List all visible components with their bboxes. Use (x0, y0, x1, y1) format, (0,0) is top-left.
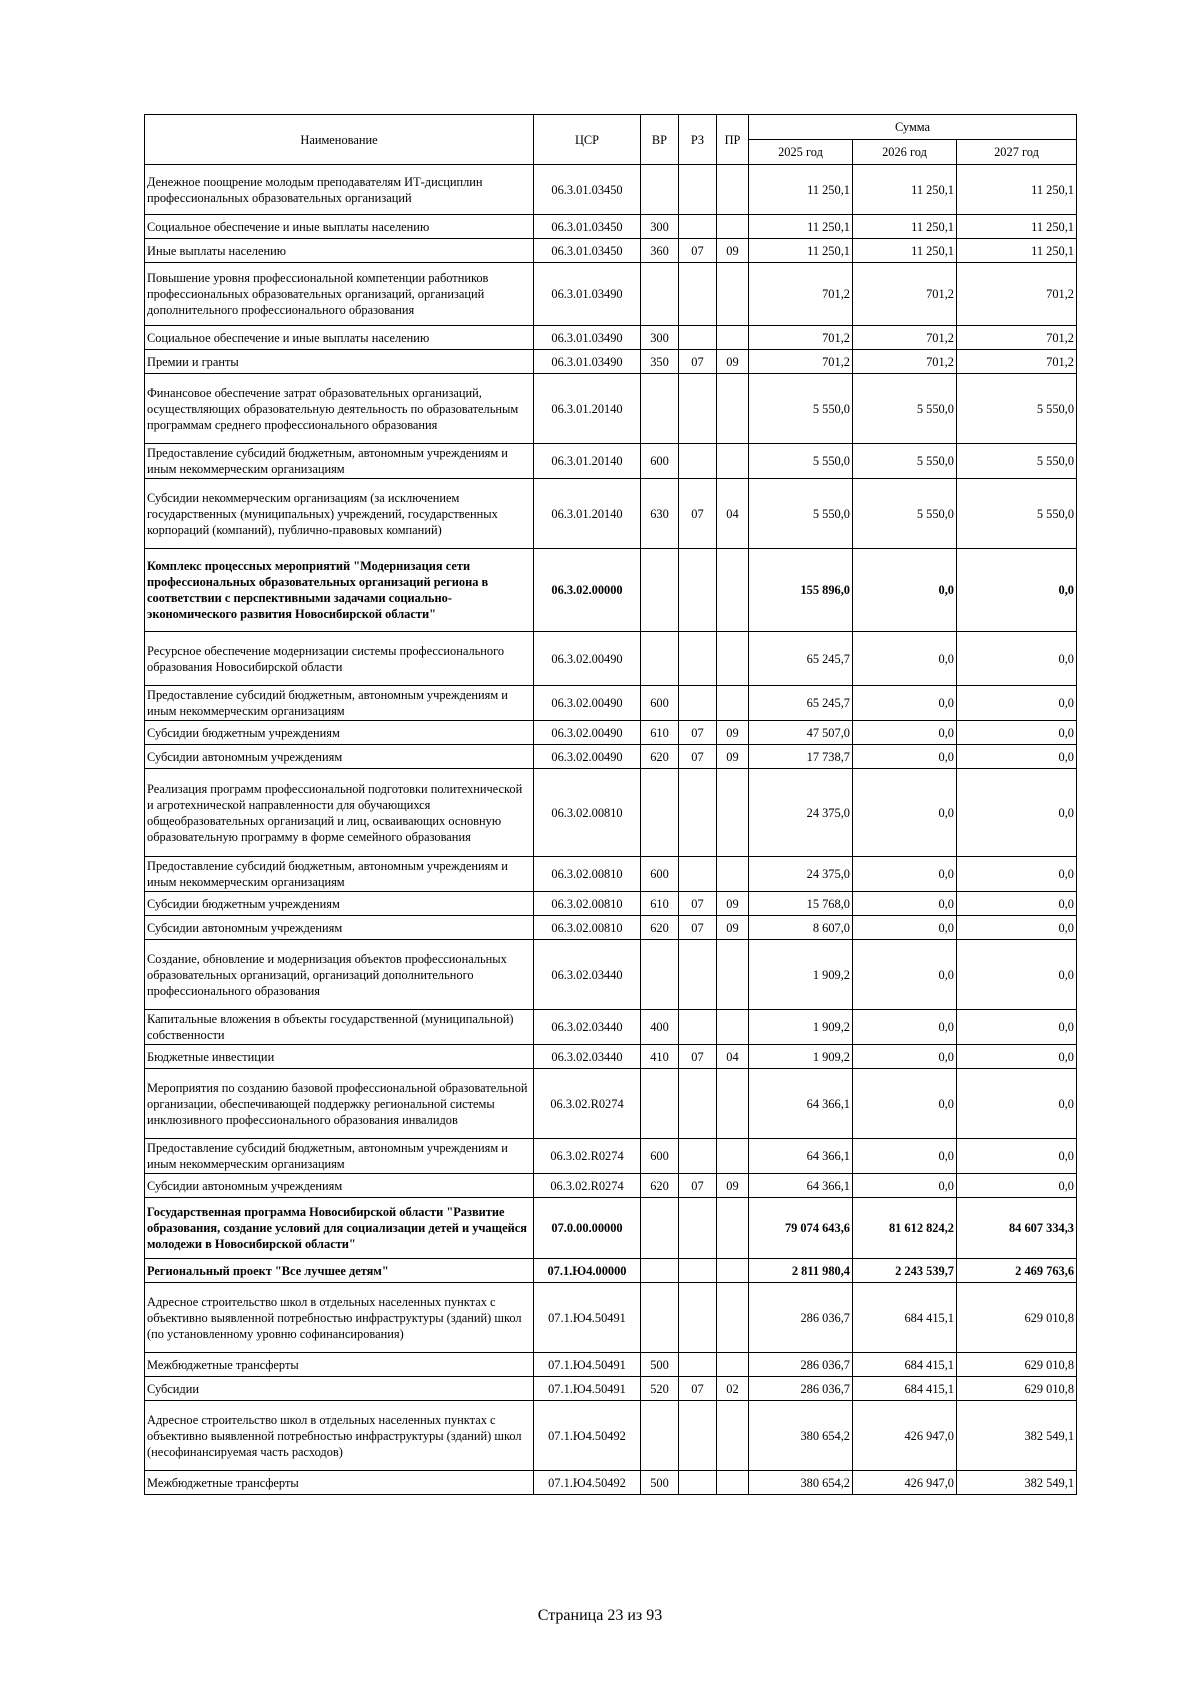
row-csr: 06.3.02.00000 (534, 549, 641, 632)
row-name: Субсидии бюджетным учреждениям (145, 721, 534, 745)
row-csr: 07.1.Ю4.00000 (534, 1259, 641, 1283)
row-pr (717, 1010, 749, 1045)
row-csr: 06.3.02.00490 (534, 745, 641, 769)
row-sum-2026: 5 550,0 (853, 374, 957, 444)
row-sum-2026: 701,2 (853, 326, 957, 350)
row-sum-2026: 0,0 (853, 1139, 957, 1174)
row-csr: 07.0.00.00000 (534, 1198, 641, 1259)
table-row (145, 1198, 1077, 1259)
row-csr: 07.1.Ю4.50492 (534, 1471, 641, 1495)
row-sum-2027: 11 250,1 (957, 215, 1077, 239)
row-sum-2025: 286 036,7 (749, 1283, 853, 1353)
row-sum-2026: 426 947,0 (853, 1401, 957, 1471)
row-pr: 04 (717, 479, 749, 549)
row-name: Реализация программ профессиональной подготовки политехнической и агротехнической направленности для обучающихся общеобразовательных организаций и лиц, осваивающих основную образовательную программу в форме семейного образования (145, 769, 534, 857)
row-sum-2026: 0,0 (853, 1069, 957, 1139)
row-rz (679, 215, 717, 239)
row-pr (717, 374, 749, 444)
row-sum-2026: 0,0 (853, 632, 957, 686)
row-sum-2027: 0,0 (957, 721, 1077, 745)
row-name: Социальное обеспечение и иные выплаты населению (145, 326, 534, 350)
row-sum-2026: 2 243 539,7 (853, 1259, 957, 1283)
table-row (145, 1174, 1077, 1198)
row-csr: 06.3.01.20140 (534, 374, 641, 444)
row-sum-2025: 5 550,0 (749, 479, 853, 549)
row-sum-2025: 286 036,7 (749, 1377, 853, 1401)
table-row (145, 549, 1077, 632)
row-csr: 06.3.01.03450 (534, 165, 641, 215)
table-row (145, 1010, 1077, 1045)
row-sum-2025: 155 896,0 (749, 549, 853, 632)
row-rz: 07 (679, 1377, 717, 1401)
row-vr: 620 (641, 916, 679, 940)
row-vr: 500 (641, 1353, 679, 1377)
row-rz (679, 769, 717, 857)
row-name: Иные выплаты населению (145, 239, 534, 263)
row-vr: 410 (641, 1045, 679, 1069)
row-rz: 07 (679, 745, 717, 769)
row-pr: 09 (717, 721, 749, 745)
table-row (145, 916, 1077, 940)
row-name: Создание, обновление и модернизация объектов профессиональных образовательных организаций, организаций дополнительного профессионального образования (145, 940, 534, 1010)
row-pr: 09 (717, 745, 749, 769)
table-row (145, 1353, 1077, 1377)
table-row (145, 1401, 1077, 1471)
row-vr (641, 1069, 679, 1139)
row-sum-2025: 64 366,1 (749, 1139, 853, 1174)
row-sum-2025: 1 909,2 (749, 1045, 853, 1069)
row-pr (717, 215, 749, 239)
row-sum-2025: 64 366,1 (749, 1174, 853, 1198)
row-pr: 09 (717, 350, 749, 374)
row-rz (679, 857, 717, 892)
row-pr: 02 (717, 1377, 749, 1401)
table-row (145, 1283, 1077, 1353)
row-sum-2026: 11 250,1 (853, 215, 957, 239)
header-pr: ПР (717, 115, 749, 165)
row-name: Социальное обеспечение и иные выплаты населению (145, 215, 534, 239)
table-row (145, 745, 1077, 769)
row-sum-2026: 0,0 (853, 1174, 957, 1198)
row-csr: 06.3.02.00810 (534, 769, 641, 857)
row-sum-2025: 11 250,1 (749, 165, 853, 215)
row-rz: 07 (679, 479, 717, 549)
row-rz (679, 444, 717, 479)
row-sum-2027: 0,0 (957, 745, 1077, 769)
row-sum-2027: 0,0 (957, 940, 1077, 1010)
table-row (145, 632, 1077, 686)
row-name: Субсидии автономным учреждениям (145, 916, 534, 940)
row-sum-2025: 2 811 980,4 (749, 1259, 853, 1283)
row-rz (679, 165, 717, 215)
row-pr (717, 549, 749, 632)
table-row (145, 721, 1077, 745)
row-sum-2027: 84 607 334,3 (957, 1198, 1077, 1259)
header-sum: Сумма (749, 115, 1077, 140)
row-pr (717, 444, 749, 479)
row-sum-2027: 382 549,1 (957, 1401, 1077, 1471)
table-row (145, 1471, 1077, 1495)
row-vr (641, 769, 679, 857)
table-row (145, 1139, 1077, 1174)
row-rz (679, 1471, 717, 1495)
row-csr: 06.3.01.03450 (534, 239, 641, 263)
row-rz (679, 940, 717, 1010)
row-sum-2026: 684 415,1 (853, 1283, 957, 1353)
row-pr (717, 857, 749, 892)
row-pr: 09 (717, 892, 749, 916)
row-pr: 09 (717, 1174, 749, 1198)
row-vr: 600 (641, 686, 679, 721)
row-sum-2027: 629 010,8 (957, 1353, 1077, 1377)
row-sum-2027: 0,0 (957, 892, 1077, 916)
row-csr: 06.3.01.03490 (534, 350, 641, 374)
row-vr: 400 (641, 1010, 679, 1045)
row-name: Предоставление субсидий бюджетным, автономным учреждениям и иным некоммерческим организациям (145, 686, 534, 721)
row-rz (679, 1401, 717, 1471)
row-name: Бюджетные инвестиции (145, 1045, 534, 1069)
row-pr: 09 (717, 239, 749, 263)
row-sum-2027: 0,0 (957, 1139, 1077, 1174)
row-sum-2026: 684 415,1 (853, 1353, 957, 1377)
row-pr (717, 1353, 749, 1377)
row-vr: 600 (641, 1139, 679, 1174)
row-rz (679, 263, 717, 326)
table-row (145, 444, 1077, 479)
row-vr: 520 (641, 1377, 679, 1401)
row-sum-2026: 0,0 (853, 892, 957, 916)
row-rz (679, 1139, 717, 1174)
row-pr (717, 326, 749, 350)
row-pr (717, 1259, 749, 1283)
row-name: Предоставление субсидий бюджетным, автономным учреждениям и иным некоммерческим организациям (145, 1139, 534, 1174)
row-pr (717, 940, 749, 1010)
row-rz: 07 (679, 1174, 717, 1198)
row-sum-2027: 0,0 (957, 857, 1077, 892)
row-vr: 360 (641, 239, 679, 263)
row-pr (717, 1401, 749, 1471)
row-sum-2025: 701,2 (749, 326, 853, 350)
row-rz (679, 1353, 717, 1377)
row-sum-2025: 17 738,7 (749, 745, 853, 769)
row-sum-2027: 0,0 (957, 632, 1077, 686)
row-csr: 06.3.01.03490 (534, 326, 641, 350)
row-sum-2027: 0,0 (957, 916, 1077, 940)
row-rz (679, 374, 717, 444)
row-vr (641, 263, 679, 326)
row-sum-2026: 0,0 (853, 745, 957, 769)
table-row (145, 857, 1077, 892)
row-csr: 06.3.02.00490 (534, 686, 641, 721)
table-row (145, 940, 1077, 1010)
row-rz (679, 1198, 717, 1259)
row-sum-2027: 0,0 (957, 686, 1077, 721)
table-row (145, 1377, 1077, 1401)
table-row (145, 1069, 1077, 1139)
row-name: Предоставление субсидий бюджетным, автономным учреждениям и иным некоммерческим организациям (145, 444, 534, 479)
row-sum-2025: 64 366,1 (749, 1069, 853, 1139)
row-pr (717, 769, 749, 857)
row-sum-2027: 2 469 763,6 (957, 1259, 1077, 1283)
row-vr: 600 (641, 444, 679, 479)
row-sum-2025: 15 768,0 (749, 892, 853, 916)
row-name: Повышение уровня профессиональной компетенции работников профессиональных образовательных организаций, организаций дополнительного профессионального образования (145, 263, 534, 326)
row-rz (679, 632, 717, 686)
row-pr (717, 165, 749, 215)
table-row (145, 215, 1077, 239)
row-vr: 300 (641, 215, 679, 239)
row-csr: 07.1.Ю4.50491 (534, 1353, 641, 1377)
row-name: Ресурсное обеспечение модернизации системы профессионального образования Новосибирской области (145, 632, 534, 686)
row-pr: 09 (717, 916, 749, 940)
row-vr: 620 (641, 745, 679, 769)
row-rz: 07 (679, 350, 717, 374)
header-rz: РЗ (679, 115, 717, 165)
row-vr (641, 632, 679, 686)
row-pr (717, 686, 749, 721)
row-sum-2025: 65 245,7 (749, 686, 853, 721)
header-year-2027: 2027 год (957, 140, 1077, 165)
row-csr: 07.1.Ю4.50491 (534, 1377, 641, 1401)
row-sum-2027: 5 550,0 (957, 479, 1077, 549)
row-sum-2025: 380 654,2 (749, 1471, 853, 1495)
row-pr (717, 632, 749, 686)
row-sum-2025: 11 250,1 (749, 215, 853, 239)
row-name: Комплекс процессных мероприятий "Модернизация сети профессиональных образовательных организаций региона в соответствии с перспективными задачами социально-экономического развития Новосибирской области" (145, 549, 534, 632)
row-sum-2025: 79 074 643,6 (749, 1198, 853, 1259)
row-name: Субсидии автономным учреждениям (145, 1174, 534, 1198)
row-csr: 06.3.02.03440 (534, 940, 641, 1010)
row-rz (679, 326, 717, 350)
row-csr: 06.3.02.03440 (534, 1010, 641, 1045)
row-rz (679, 1283, 717, 1353)
row-vr (641, 1198, 679, 1259)
row-sum-2026: 0,0 (853, 769, 957, 857)
row-name: Денежное поощрение молодым преподавателям ИТ-дисциплин профессиональных образовательных организаций (145, 165, 534, 215)
row-sum-2026: 684 415,1 (853, 1377, 957, 1401)
row-rz (679, 686, 717, 721)
row-pr (717, 1471, 749, 1495)
row-csr: 06.3.02.00490 (534, 721, 641, 745)
row-sum-2026: 0,0 (853, 1010, 957, 1045)
row-sum-2026: 0,0 (853, 916, 957, 940)
row-name: Субсидии некоммерческим организациям (за исключением государственных (муниципальных) учреждений, государственных корпораций (компаний), публично-правовых компаний) (145, 479, 534, 549)
row-name: Мероприятия по созданию базовой профессиональной образовательной организации, обеспечивающей поддержку региональной системы инклюзивного профессионального образования инвалидов (145, 1069, 534, 1139)
row-sum-2026: 0,0 (853, 940, 957, 1010)
row-sum-2026: 0,0 (853, 857, 957, 892)
row-csr: 06.3.02.R0274 (534, 1174, 641, 1198)
row-sum-2025: 5 550,0 (749, 444, 853, 479)
row-vr: 610 (641, 892, 679, 916)
table-row (145, 769, 1077, 857)
row-csr: 06.3.02.00810 (534, 857, 641, 892)
row-sum-2027: 701,2 (957, 350, 1077, 374)
row-rz (679, 549, 717, 632)
table-body (145, 165, 1077, 1495)
row-sum-2027: 701,2 (957, 263, 1077, 326)
row-name: Капитальные вложения в объекты государственной (муниципальной) собственности (145, 1010, 534, 1045)
header-name: Наименование (145, 115, 534, 165)
row-csr: 06.3.02.00810 (534, 916, 641, 940)
row-vr: 350 (641, 350, 679, 374)
row-name: Субсидии бюджетным учреждениям (145, 892, 534, 916)
table-row (145, 374, 1077, 444)
row-sum-2027: 5 550,0 (957, 444, 1077, 479)
row-rz (679, 1069, 717, 1139)
row-name: Премии и гранты (145, 350, 534, 374)
row-rz: 07 (679, 239, 717, 263)
row-pr (717, 263, 749, 326)
row-sum-2025: 1 909,2 (749, 1010, 853, 1045)
row-sum-2026: 426 947,0 (853, 1471, 957, 1495)
row-vr (641, 1259, 679, 1283)
row-csr: 06.3.02.00810 (534, 892, 641, 916)
header-year-2025: 2025 год (749, 140, 853, 165)
page-number: Страница 23 из 93 (537, 1607, 663, 1624)
row-sum-2027: 0,0 (957, 1174, 1077, 1198)
budget-table (144, 114, 1077, 1495)
header-vr: ВР (641, 115, 679, 165)
row-vr (641, 374, 679, 444)
row-vr: 500 (641, 1471, 679, 1495)
table-row (145, 350, 1077, 374)
table-row (145, 892, 1077, 916)
row-csr: 07.1.Ю4.50491 (534, 1283, 641, 1353)
table-row (145, 263, 1077, 326)
row-sum-2025: 1 909,2 (749, 940, 853, 1010)
row-sum-2027: 629 010,8 (957, 1377, 1077, 1401)
row-sum-2027: 382 549,1 (957, 1471, 1077, 1495)
row-sum-2027: 629 010,8 (957, 1283, 1077, 1353)
row-sum-2026: 0,0 (853, 549, 957, 632)
row-vr: 630 (641, 479, 679, 549)
row-name: Субсидии автономным учреждениям (145, 745, 534, 769)
row-vr (641, 1283, 679, 1353)
row-sum-2025: 24 375,0 (749, 857, 853, 892)
row-vr: 620 (641, 1174, 679, 1198)
row-sum-2026: 701,2 (853, 350, 957, 374)
row-vr (641, 1401, 679, 1471)
row-vr: 600 (641, 857, 679, 892)
row-csr: 06.3.02.R0274 (534, 1139, 641, 1174)
table-row (145, 165, 1077, 215)
row-vr: 300 (641, 326, 679, 350)
row-csr: 06.3.02.R0274 (534, 1069, 641, 1139)
row-pr: 04 (717, 1045, 749, 1069)
table-row (145, 1045, 1077, 1069)
header-year-2026: 2026 год (853, 140, 957, 165)
row-sum-2027: 0,0 (957, 769, 1077, 857)
row-rz: 07 (679, 916, 717, 940)
row-sum-2027: 701,2 (957, 326, 1077, 350)
row-sum-2027: 5 550,0 (957, 374, 1077, 444)
row-vr: 610 (641, 721, 679, 745)
row-sum-2025: 5 550,0 (749, 374, 853, 444)
row-name: Государственная программа Новосибирской области "Развитие образования, создание условий для социализации детей и учащейся молодежи в Новосибирской области" (145, 1198, 534, 1259)
row-sum-2025: 24 375,0 (749, 769, 853, 857)
row-sum-2026: 5 550,0 (853, 444, 957, 479)
row-sum-2026: 5 550,0 (853, 479, 957, 549)
row-name: Межбюджетные трансферты (145, 1353, 534, 1377)
row-pr (717, 1139, 749, 1174)
row-sum-2025: 286 036,7 (749, 1353, 853, 1377)
row-rz (679, 1010, 717, 1045)
row-sum-2026: 0,0 (853, 721, 957, 745)
row-sum-2025: 380 654,2 (749, 1401, 853, 1471)
row-sum-2025: 11 250,1 (749, 239, 853, 263)
table-row (145, 326, 1077, 350)
row-sum-2027: 0,0 (957, 1069, 1077, 1139)
row-name: Адресное строительство школ в отдельных населенных пунктах с объективно выявленной потребностью инфраструктуры (зданий) школ (несофинансируемая часть расходов) (145, 1401, 534, 1471)
row-sum-2025: 47 507,0 (749, 721, 853, 745)
row-name: Межбюджетные трансферты (145, 1471, 534, 1495)
row-sum-2025: 701,2 (749, 263, 853, 326)
row-csr: 06.3.01.20140 (534, 479, 641, 549)
row-sum-2025: 701,2 (749, 350, 853, 374)
row-csr: 07.1.Ю4.50492 (534, 1401, 641, 1471)
table-row (145, 479, 1077, 549)
row-sum-2026: 701,2 (853, 263, 957, 326)
row-vr (641, 549, 679, 632)
row-csr: 06.3.01.03450 (534, 215, 641, 239)
row-name: Адресное строительство школ в отдельных населенных пунктах с объективно выявленной потребностью инфраструктуры (зданий) школ (по установленному уровню софинансирования) (145, 1283, 534, 1353)
row-sum-2027: 0,0 (957, 1045, 1077, 1069)
row-sum-2026: 0,0 (853, 1045, 957, 1069)
table-row (145, 1259, 1077, 1283)
row-sum-2026: 11 250,1 (853, 165, 957, 215)
row-sum-2025: 8 607,0 (749, 916, 853, 940)
row-vr (641, 165, 679, 215)
row-sum-2027: 11 250,1 (957, 165, 1077, 215)
row-pr (717, 1069, 749, 1139)
row-sum-2025: 65 245,7 (749, 632, 853, 686)
row-csr: 06.3.01.03490 (534, 263, 641, 326)
row-csr: 06.3.01.20140 (534, 444, 641, 479)
table-header (145, 115, 1077, 165)
table-row (145, 239, 1077, 263)
row-rz: 07 (679, 1045, 717, 1069)
row-name: Предоставление субсидий бюджетным, автономным учреждениям и иным некоммерческим организациям (145, 857, 534, 892)
row-sum-2026: 81 612 824,2 (853, 1198, 957, 1259)
row-csr: 06.3.02.03440 (534, 1045, 641, 1069)
row-sum-2027: 0,0 (957, 549, 1077, 632)
row-sum-2026: 0,0 (853, 686, 957, 721)
row-name: Региональный проект "Все лучшее детям" (145, 1259, 534, 1283)
row-sum-2027: 0,0 (957, 1010, 1077, 1045)
row-sum-2027: 11 250,1 (957, 239, 1077, 263)
row-rz: 07 (679, 892, 717, 916)
row-csr: 06.3.02.00490 (534, 632, 641, 686)
row-pr (717, 1283, 749, 1353)
row-vr (641, 940, 679, 1010)
header-csr: ЦСР (534, 115, 641, 165)
row-pr (717, 1198, 749, 1259)
row-rz: 07 (679, 721, 717, 745)
table-row (145, 686, 1077, 721)
row-rz (679, 1259, 717, 1283)
row-name: Финансовое обеспечение затрат образовательных организаций, осуществляющих образовательную деятельность по образовательным программам среднего профессионального образования (145, 374, 534, 444)
row-name: Субсидии (145, 1377, 534, 1401)
row-sum-2026: 11 250,1 (853, 239, 957, 263)
